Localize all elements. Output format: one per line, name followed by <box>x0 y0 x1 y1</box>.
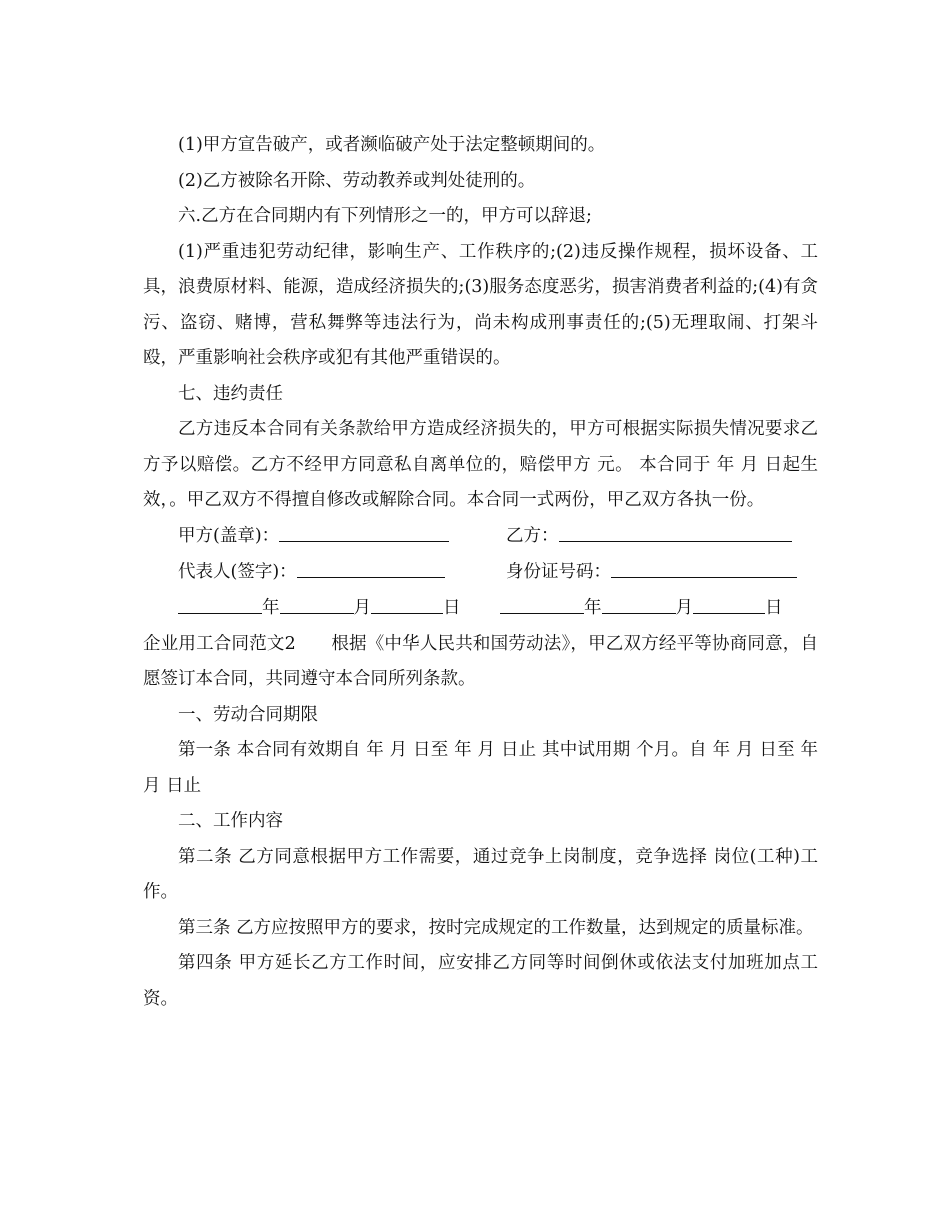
month-label: 月 <box>353 597 371 618</box>
id-number-label: 身份证号码： <box>506 561 611 582</box>
paragraph-dismissal-conditions: (1)严重违犯劳动纪律，影响生产、工作秩序的;(2)违反操作规程，损坏设备、工具，浪费原材料、能源，造成经济损失的;(3)服务态度恶劣，损害消费者利益的;(4)有贪污、盗窃、赌博，营私舞弊等违法行为，尚未构成刑事责任的;(5)无理取闹、打架斗殴，严重影响社会秩序或犯有其他严重错误的。 <box>143 241 818 368</box>
day-label: 日 <box>765 597 783 618</box>
paragraph-breach-liability: 乙方违反本合同有关条款给甲方造成经济损失的，甲方可根据实际损失情况要求乙方予以赔偿。乙方不经甲方同意私自离单位的，赔偿甲方 元。 本合同于 年 月 日起生效，。甲乙双方不得擅自修改或解除合同。本合同一式两份，甲乙双方各执一份。 <box>143 419 818 510</box>
party-b-signature <box>506 519 792 555</box>
month-label: 月 <box>675 597 693 618</box>
id-number-blank <box>611 559 797 578</box>
article-3: 第三条 乙方应按照甲方的要求，按时完成规定的工作数量，达到规定的质量标准。 <box>178 917 814 938</box>
party-a-date <box>178 591 500 627</box>
party-b-date <box>500 591 783 627</box>
month-blank <box>602 595 676 614</box>
representative-blank <box>297 559 445 578</box>
signature-row-parties <box>143 519 818 555</box>
section-heading-6: 六.乙方在合同期内有下列情形之一的，甲方可以辞退; <box>178 206 592 226</box>
party-a-signature <box>178 519 506 555</box>
section-heading-work-content: 二、工作内容 <box>178 811 283 831</box>
day-blank <box>371 595 443 614</box>
id-number-field <box>506 555 797 591</box>
year-blank <box>500 595 584 614</box>
paragraph-clause-2: (2)乙方被除名开除、劳动教养或判处徒刑的。 <box>178 170 536 191</box>
year-label: 年 <box>262 597 280 618</box>
signature-date-row <box>143 591 818 627</box>
article-1: 第一条 本合同有效期自 年 月 日至 年 月 日止 其中试用期 个月。自 年 月 日至 年 月 日止 <box>143 740 818 796</box>
sample-2-intro: 企业用工合同范文2 根据《中华人民共和国劳动法》，甲乙双方经平等协商同意，自愿签订本合同，共同遵守本合同所列条款。 <box>143 633 818 689</box>
party-a-blank <box>279 523 449 542</box>
day-label: 日 <box>443 597 461 618</box>
paragraph-clause-1: (1)甲方宣告破产，或者濒临破产处于法定整顿期间的。 <box>178 135 606 155</box>
section-heading-7: 七、违约责任 <box>178 383 283 404</box>
party-b-label: 乙方： <box>506 525 559 546</box>
signature-row-representatives <box>143 555 818 591</box>
month-blank <box>280 595 354 614</box>
party-a-label: 甲方(盖章)： <box>178 525 280 546</box>
party-b-blank <box>559 523 792 542</box>
year-label: 年 <box>584 597 602 618</box>
representative-signature <box>178 555 506 591</box>
year-blank <box>178 595 262 614</box>
article-2: 第二条 乙方同意根据甲方工作需要，通过竞争上岗制度，竞争选择 岗位(工种)工作。 <box>143 846 818 902</box>
representative-label: 代表人(签字)： <box>178 561 297 582</box>
article-4: 第四条 甲方延长乙方工作时间，应安排乙方同等时间倒休或依法支付加班加点工资。 <box>143 953 818 1009</box>
day-blank <box>693 595 765 614</box>
section-heading-contract-term: 一、劳动合同期限 <box>178 704 318 725</box>
